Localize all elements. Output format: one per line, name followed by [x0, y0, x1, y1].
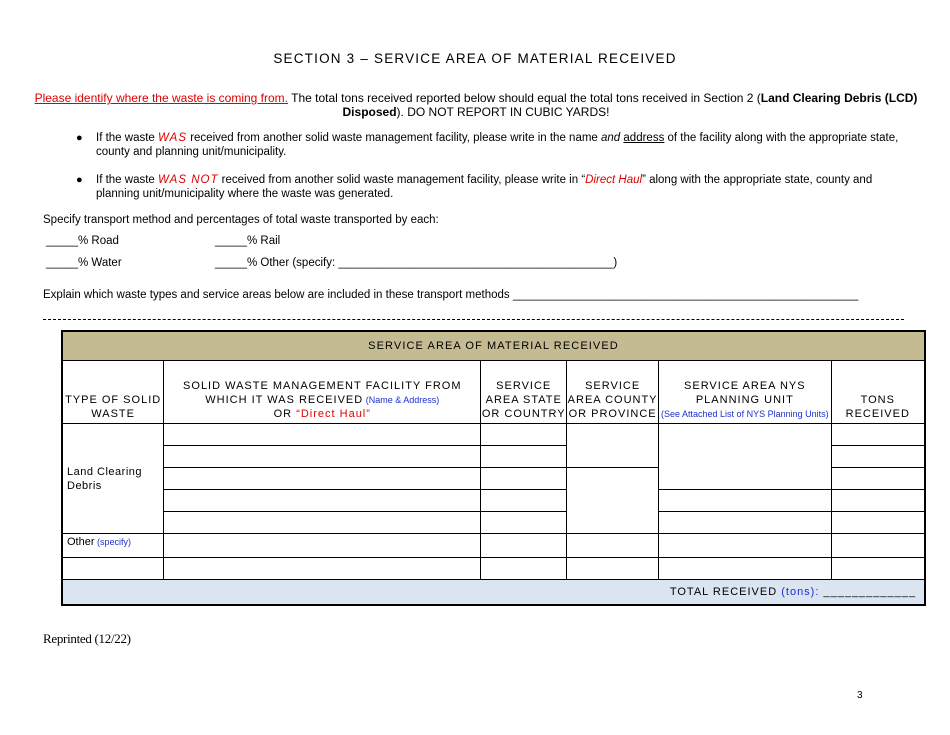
intro-red-text: Please identify where the waste is coming from. — [34, 91, 289, 105]
bullet-text: of the facility along with the appropriate state, county and planning unit/municipality. — [96, 132, 899, 158]
total-blank-field[interactable]: _____________ — [823, 586, 916, 598]
col-facility-or: OR — [273, 408, 297, 420]
col-nys-label: SERVICE AREA NYS PLANNING UNIT — [684, 380, 806, 406]
intro-text-1: The total tons received reported below should equal the total tons received in Section 2 ( — [288, 91, 761, 105]
tons-cell[interactable] — [831, 490, 925, 512]
nys-cell[interactable] — [659, 490, 832, 512]
total-units: (tons): — [777, 586, 824, 598]
tons-cell[interactable] — [831, 558, 925, 580]
bullet-dot-icon: ● — [76, 174, 83, 186]
explain-continuation-line[interactable] — [43, 319, 904, 320]
other-label: Other — [67, 536, 95, 548]
facility-cell[interactable] — [164, 468, 481, 490]
col-county: SERVICE AREA COUNTY OR PROVINCE — [567, 361, 659, 424]
tons-cell[interactable] — [831, 534, 925, 558]
col-facility-note: (Name & Address) — [363, 395, 440, 405]
other-note: (specify) — [94, 537, 132, 547]
county-cell[interactable] — [567, 468, 659, 534]
tons-cell[interactable] — [831, 468, 925, 490]
col-facility — [164, 361, 481, 424]
emphasis-direct-haul: Direct Haul — [585, 174, 643, 186]
transport-road-field[interactable]: _____% Road — [46, 235, 119, 247]
state-cell[interactable] — [481, 446, 567, 468]
col-type: TYPE OF SOLID WASTE — [62, 361, 164, 424]
col-state: SERVICE AREA STATE OR COUNTRY — [481, 361, 567, 424]
total-label: TOTAL RECEIVED — [669, 586, 778, 598]
transport-water-field[interactable]: _____% Water — [46, 257, 122, 269]
total-row — [62, 580, 925, 606]
emphasis-and: and — [601, 132, 621, 144]
col-nys-note: (See Attached List of NYS Planning Units) — [661, 409, 829, 419]
service-area-table — [61, 330, 926, 606]
type-cell[interactable] — [62, 558, 164, 580]
county-cell[interactable] — [567, 424, 659, 468]
bullet-dot-icon: ● — [76, 132, 83, 144]
county-cell[interactable] — [567, 534, 659, 558]
col-facility-direct-haul: “Direct Haul” — [296, 408, 371, 420]
section-title: SECTION 3 – SERVICE AREA OF MATERIAL RECEIVED — [273, 51, 677, 66]
emphasis-address: address — [623, 132, 665, 144]
col-nys — [659, 361, 832, 424]
bullet-text: ” along with the appropriate state, county and planning unit/municipality where the waste was generated. — [96, 174, 873, 200]
page-number: 3 — [857, 690, 863, 701]
facility-cell[interactable] — [164, 534, 481, 558]
col-facility-label: SOLID WASTE MANAGEMENT FACILITY FROM WHICH IT WAS RECEIVED — [183, 380, 462, 406]
state-cell[interactable] — [481, 534, 567, 558]
tons-cell[interactable] — [831, 424, 925, 446]
nys-cell[interactable] — [659, 558, 832, 580]
transport-rail-field[interactable]: _____% Rail — [215, 235, 281, 247]
facility-cell[interactable] — [164, 424, 481, 446]
bullet-text: If the waste — [96, 132, 159, 144]
bullet-was-not — [76, 173, 916, 201]
state-cell[interactable] — [481, 490, 567, 512]
reprinted-date: Reprinted (12/22) — [43, 631, 131, 646]
tons-cell[interactable] — [831, 446, 925, 468]
bullet-was — [76, 131, 916, 159]
emphasis-was: WAS — [158, 132, 188, 144]
intro-bold-text: Land Clearing Debris (LCD) Disposed — [342, 91, 918, 119]
transport-prompt: Specify transport method and percentages of total waste transported by each: — [43, 214, 439, 226]
facility-cell[interactable] — [164, 490, 481, 512]
county-cell[interactable] — [567, 558, 659, 580]
bullet-text: If the waste — [96, 174, 159, 186]
facility-cell[interactable] — [164, 558, 481, 580]
facility-cell[interactable] — [164, 512, 481, 534]
facility-cell[interactable] — [164, 446, 481, 468]
transport-other-field[interactable]: _____% Other (specify: ___________________________________________) — [215, 257, 618, 269]
nys-cell[interactable] — [659, 424, 832, 490]
table-header: SERVICE AREA OF MATERIAL RECEIVED — [62, 331, 925, 361]
other-label-cell — [62, 534, 164, 558]
state-cell[interactable] — [481, 424, 567, 446]
intro-text-2: ). DO NOT REPORT IN CUBIC YARDS! — [396, 105, 610, 119]
transport-explain-field[interactable]: Explain which waste types and service areas below are included in these transport methods ______________________________________________________ — [43, 289, 859, 301]
bullet-text: received from another solid waste management facility, please write in the name — [187, 132, 602, 144]
state-cell[interactable] — [481, 512, 567, 534]
emphasis-was-not: WAS NOT — [158, 174, 219, 186]
tons-cell[interactable] — [831, 512, 925, 534]
nys-cell[interactable] — [659, 534, 832, 558]
state-cell[interactable] — [481, 468, 567, 490]
bullet-text: received from another solid waste management facility, please write in “ — [218, 174, 586, 186]
lcd-label: Land Clearing Debris — [62, 424, 164, 534]
col-tons: TONS RECEIVED — [831, 361, 925, 424]
state-cell[interactable] — [481, 558, 567, 580]
intro-paragraph — [12, 91, 940, 119]
nys-cell[interactable] — [659, 512, 832, 534]
